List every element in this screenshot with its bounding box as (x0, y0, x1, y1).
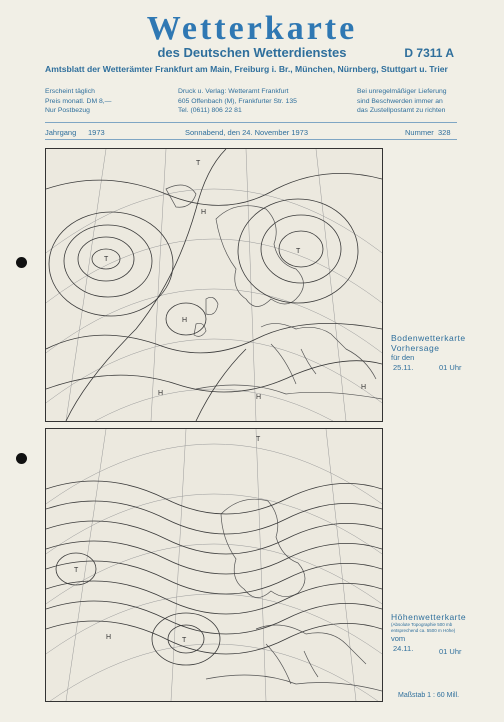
upper-map-drawing (46, 429, 382, 701)
svg-text:T: T (296, 248, 301, 255)
surface-forecast-map (45, 148, 383, 422)
svg-text:T: T (182, 637, 187, 644)
svg-text:H: H (256, 394, 262, 401)
issue-date: Sonnabend, den 24. November 1973 (185, 128, 309, 137)
svg-text:T: T (104, 256, 109, 263)
header-divider (45, 122, 457, 123)
page-subtitle: des Deutschen Wetterdienstes (157, 45, 347, 60)
upper-map-date: 24.11. (393, 644, 414, 653)
date-divider (45, 139, 457, 140)
number-label: Nummer (405, 128, 434, 137)
info-line: Tel. (0611) 806 22 81 (178, 107, 242, 114)
punch-hole (16, 453, 27, 464)
map-scale: Maßstab 1 : 60 Mill. (398, 692, 460, 699)
upper-caption-title: Höhenwetterkarte (391, 612, 467, 622)
info-line: Bei unregelmäßiger Lieferung (357, 88, 447, 95)
surface-caption-title: Bodenwetterkarte (391, 333, 466, 343)
info-line: Erscheint täglich (45, 88, 95, 95)
surface-map-drawing (46, 149, 382, 421)
info-line: Nur Postbezug (45, 107, 90, 114)
info-line: Preis monatl. DM 8,— (45, 97, 112, 105)
svg-text:H: H (158, 390, 164, 397)
document-number: D 7311 A (404, 46, 454, 60)
official-gazette-line: Amtsblatt der Wetterämter Frankfurt am Main, Freiburg i. Br., München, Nürnberg, Stuttgart u. Trier (45, 64, 448, 74)
surface-caption-sub: Vorhersage (391, 343, 440, 353)
svg-text:H: H (361, 384, 367, 391)
surface-caption-for: für den (391, 353, 415, 362)
surface-map-caption (391, 333, 466, 373)
info-line: Druck u. Verlag: Wetteramt Frankfurt (178, 88, 289, 95)
year-label: Jahrgang (45, 128, 77, 137)
year-value: 1973 (88, 128, 105, 137)
upper-caption-note: (Absolute Topographie 500 mb entsprechend ca. 5500 m Höhe) (391, 622, 456, 633)
info-line: 605 Offenbach (M), Frankfurter Str. 135 (178, 97, 297, 105)
svg-text:H: H (201, 209, 207, 216)
svg-text:H: H (106, 634, 112, 641)
upper-map-caption (391, 612, 466, 656)
svg-text:T: T (196, 160, 201, 167)
svg-text:H: H (182, 317, 188, 324)
number-value: 328 (438, 128, 451, 137)
upper-caption-from: vom (391, 634, 406, 643)
surface-map-date: 25.11. (393, 363, 414, 372)
delivery-info (357, 87, 447, 116)
svg-text:T: T (74, 567, 79, 574)
punch-hole (16, 257, 27, 268)
upper-air-map (45, 428, 383, 702)
info-line: das Zustellpostamt zu richten (357, 107, 446, 114)
publication-info (45, 87, 111, 116)
upper-map-time: 01 Uhr (439, 647, 462, 656)
page-title: Wetterkarte (146, 10, 358, 47)
publisher-info (178, 87, 297, 116)
info-line: sind Beschwerden immer an (357, 97, 443, 105)
svg-text:T: T (256, 436, 261, 443)
surface-map-time: 01 Uhr (439, 363, 462, 372)
